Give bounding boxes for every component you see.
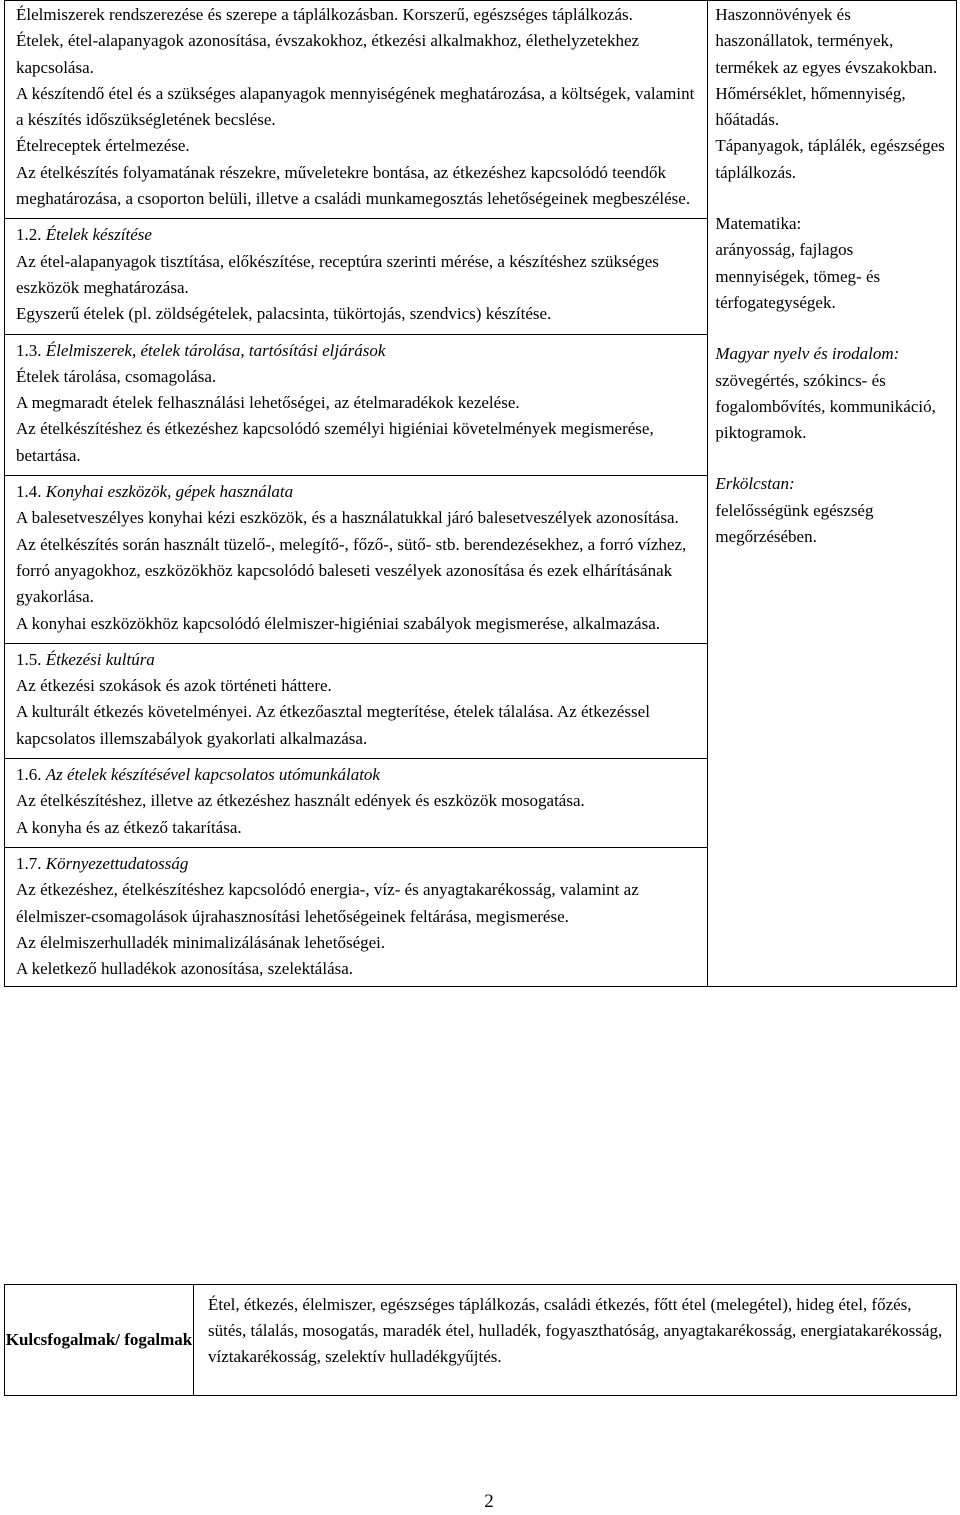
text-line: Ételreceptek értelmezése. [16,136,190,156]
keywords-table [4,1284,957,1396]
text-line: A kulturált étkezés követelményei. Az étkezőasztal megterítése, ételek tálalása. Az étkezéssel kapcsolatos illemszabályok gyakorlati alkalmazása. [16,702,650,748]
text-line: A konyhai eszközökhöz kapcsolódó élelmiszer-higiéniai szabályok megismerése, alkalmazása. [16,613,661,633]
section-heading [16,647,699,673]
section-title: Környezettudatosság [45,853,189,873]
section-1-5 [5,644,707,759]
section-title: Étkezési kultúra [45,649,155,669]
text-line: A konyha és az étkező takarítása. [16,817,242,837]
section-heading [16,338,699,364]
text-line: Az élelmiszerhulladék minimalizálásának lehetőségei. [16,932,386,952]
text-line: A megmaradt ételek felhasználási lehetőségei, az ételmaradékok kezelése. [16,393,520,413]
subject-title: Erkölcstan: [715,474,795,494]
connection-science [715,2,950,186]
section-title: Ételek készítése [45,225,152,245]
text-line: Az étel-alapanyagok tisztítása, előkészítése, receptúra szerinti mérése, a készítéshez szükséges eszközök meghatározása. [16,251,659,297]
text-line: Tápanyagok, táplálék, egészséges táplálkozás. [715,136,945,182]
content-table [4,0,957,987]
text-line: A készítendő étel és a szükséges alapanyagok mennyiségének meghatározása, a költségek, valamint a készítés időszükségletének becslése. [16,83,695,130]
subject-text: arányosság, fajlagos mennyiségek, tömeg- és térfogategységek. [715,240,881,312]
section-number: 1.2. [16,225,42,245]
subject-title: Matematika: [715,214,802,234]
text-line: A keletkező hulladékok azonosítása, szelektálása. [16,959,354,979]
section-heading [16,222,699,248]
section-number: 1.7. [16,853,42,873]
section-number: 1.5. [16,649,42,669]
subject-text: szövegértés, szókincs- és fogalombővítés, kommunikáció, piktogramok. [715,370,936,443]
text-line: Az ételkészítéshez és étkezéshez kapcsolódó személyi higiéniai követelmények megismerése, betartása. [16,419,654,465]
connection-hungarian [715,341,950,446]
section-1-7 [5,848,707,986]
connections-column [708,1,957,987]
section-heading [16,851,699,877]
section-heading [16,762,699,788]
section-1-4 [5,476,707,644]
connection-ethics [715,471,950,550]
section-number: 1.4. [16,482,42,502]
text-line: Élelmiszerek rendszerezése és szerepe a táplálkozásban. Korszerű, egészséges táplálkozás. [16,5,633,24]
text-line: Az étkezési szokások és azok történeti háttere. [16,676,332,696]
section-1-6 [5,759,707,848]
text-line: Haszonnövények és haszonállatok, termények, termékek az egyes évszakokban. [715,5,938,77]
section-number: 1.6. [16,765,42,785]
section-intro [5,1,707,219]
text-line: Az ételkészítés folyamatának részekre, műveletekre bontása, az étkezéshez kapcsolódó teendők meghatározása, a csoporton belüli, illetve a családi munkamegosztás lehetőségeinek megbeszélése. [16,162,691,209]
connection-math [715,211,950,316]
content-column [5,1,708,987]
text-line: Az étkezéshez, ételkészítéshez kapcsolódó energia-, víz- és anyagtakarékosság, valamint az élelmiszer-csomagolások újrahasznosítási lehetőségeinek feltárása, megismerése. [16,880,639,926]
connections-list [708,1,956,550]
section-heading [16,479,699,505]
section-title: Konyhai eszközök, gépek használata [45,482,294,502]
section-1-2 [5,219,707,334]
section-title: Élelmiszerek, ételek tárolása, tartósítási eljárások [45,340,386,360]
section-title: Az ételek készítésével kapcsolatos utómunkálatok [45,765,380,785]
section-1-3 [5,335,707,476]
text-line: Hőmérséklet, hőmennyiség, hőátadás. [715,83,906,130]
section-number: 1.3. [16,340,42,360]
text-line: Ételek tárolása, csomagolása. [16,366,217,386]
page-number: 2 [484,1491,494,1512]
text-line: Egyszerű ételek (pl. zöldségételek, palacsinta, tükörtojás, szendvics) készítése. [16,304,552,324]
text-line: A balesetveszélyes konyhai kézi eszközök, és a használatukkal járó balesetveszélyek azonosítása. [16,508,679,528]
subject-title: Magyar nyelv és irodalom: [715,344,900,364]
keywords-label: Kulcsfogalmak/ fogalmak [5,1285,194,1396]
keywords-text: Étel, étkezés, élelmiszer, egészséges táplálkozás, családi étkezés, főtt étel (melegétel), hideg étel, főzés, sütés, tálalás, mosogatás, maradék étel, hulladék, fogyaszthatóság, anyagtakarékosság, energiatakarékosság, víztakarékosság, szelektív hulladékgyűjtés. [194,1285,957,1396]
subject-text: felelősségünk egészség megőrzésében. [715,500,874,547]
text-line: Az ételkészítéshez, illetve az étkezéshez használt edények és eszközök mosogatása. [16,791,585,811]
text-line: Ételek, étel-alapanyagok azonosítása, évszakokhoz, étkezési alkalmakhoz, élethelyzetekhez kapcsolása. [16,31,640,77]
text-line: Az ételkészítés során használt tüzelő-, melegítő-, főző-, sütő- stb. berendezésekhez, a forró vízhez, forró anyagokhoz, eszközökhöz kapcsolódó baleseti veszélyek azonosítása és ezek elhárításának gyakorlása. [16,534,687,607]
